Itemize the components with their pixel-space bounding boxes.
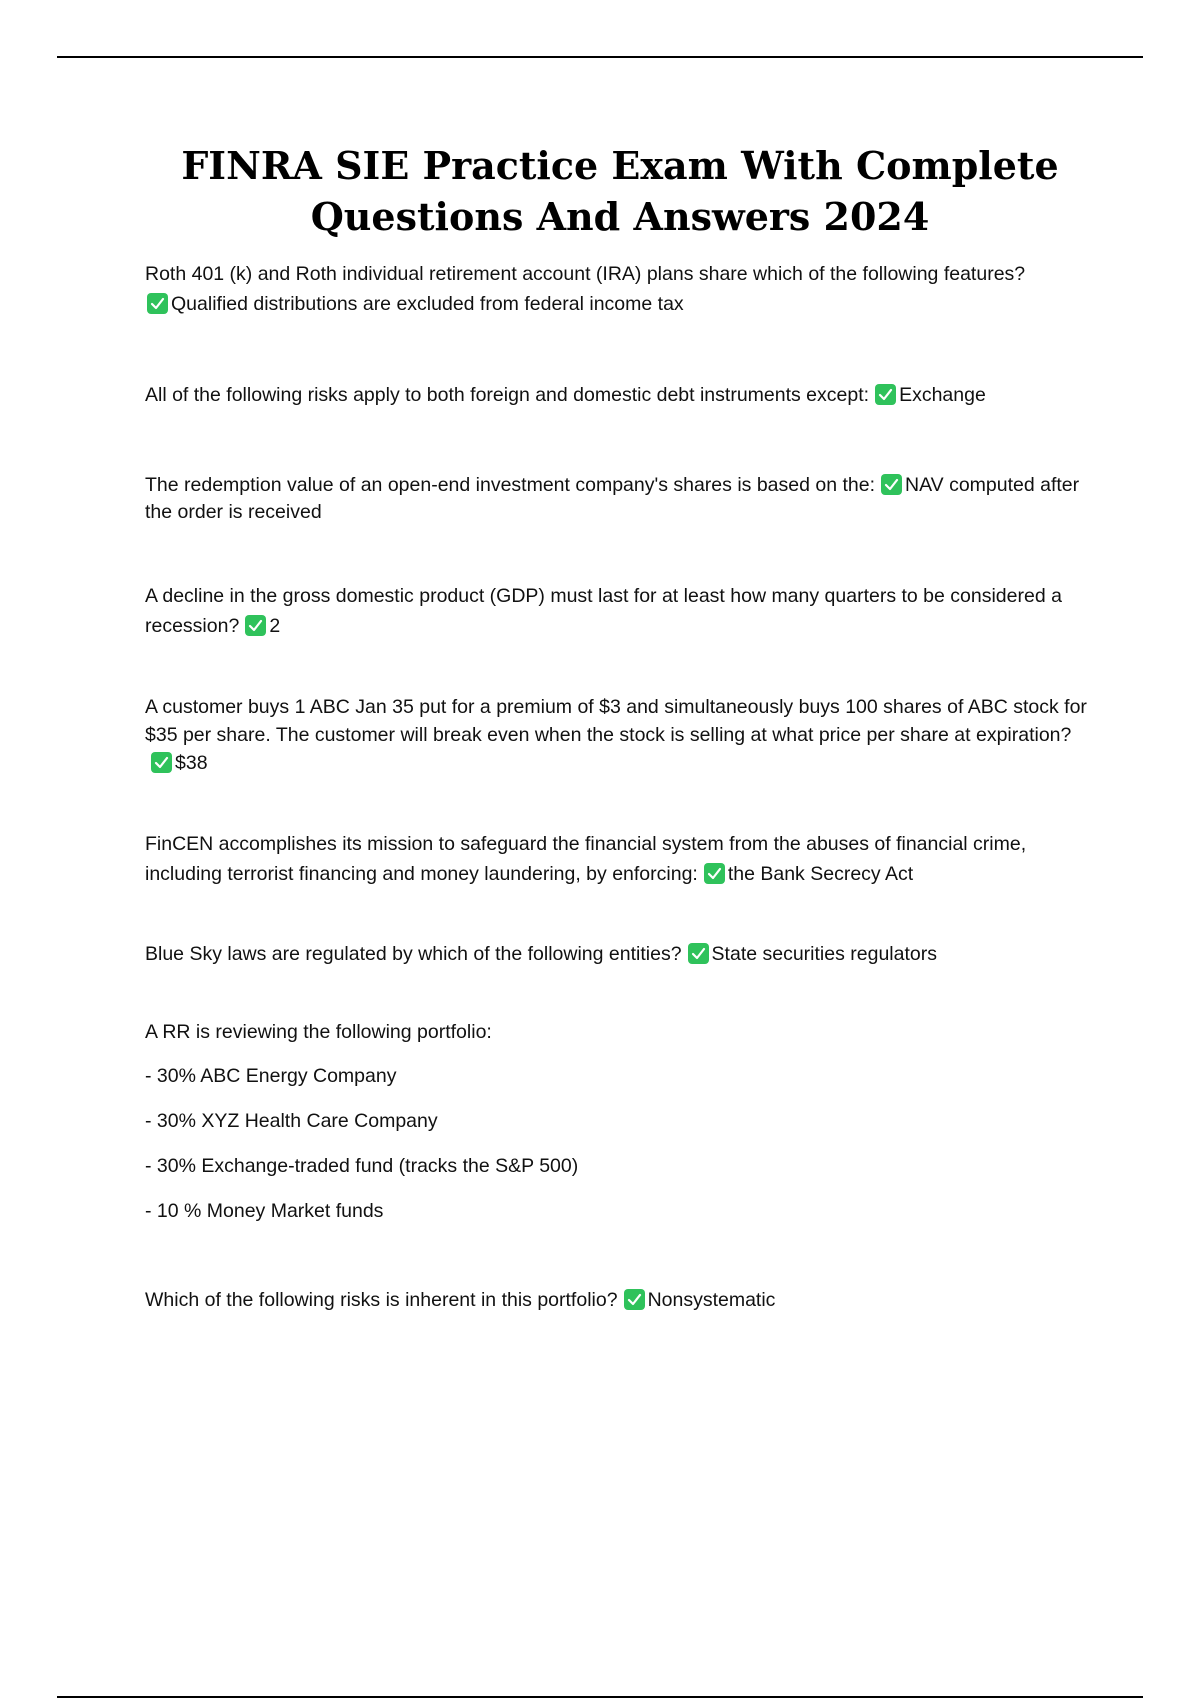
list-item: - 30% XYZ Health Care Company bbox=[145, 1110, 438, 1132]
question-item bbox=[145, 581, 1090, 641]
check-mark-icon bbox=[245, 615, 266, 636]
answer-text: $38 bbox=[175, 752, 208, 774]
question-text: Roth 401 (k) and Roth individual retirement account (IRA) plans share which of the following features? bbox=[145, 263, 1026, 285]
question-text: A decline in the gross domestic product (GDP) must last for at least how many quarters to be considered a recession? bbox=[145, 585, 1062, 637]
question-text: The redemption value of an open-end investment company's shares is based on the: bbox=[145, 474, 875, 496]
question-text: FinCEN accomplishes its mission to safeguard the financial system from the abuses of financial crime, including terrorist financing and money laundering, by enforcing: bbox=[145, 833, 1027, 885]
question-text: All of the following risks apply to both foreign and domestic debt instruments except: bbox=[145, 384, 870, 406]
question-text: Blue Sky laws are regulated by which of the following entities? bbox=[145, 943, 682, 965]
question-item bbox=[145, 829, 1090, 889]
list-item: - 30% ABC Energy Company bbox=[145, 1065, 397, 1087]
check-mark-icon bbox=[875, 384, 896, 405]
check-mark-icon bbox=[704, 863, 725, 884]
answer-text: NAV computed after the order is received bbox=[145, 474, 1080, 523]
list-item: - 10 % Money Market funds bbox=[145, 1200, 384, 1222]
question-item bbox=[145, 693, 1090, 777]
list-item: - 30% Exchange-traded fund (tracks the S&P 500) bbox=[145, 1155, 579, 1177]
check-mark-icon bbox=[688, 943, 709, 964]
document-body bbox=[145, 259, 1090, 1315]
bottom-rule bbox=[57, 1696, 1143, 1698]
question-item bbox=[145, 472, 1090, 526]
question-item bbox=[145, 380, 1090, 410]
answer-text: 2 bbox=[269, 615, 281, 637]
portfolio-intro: A RR is reviewing the following portfolio: bbox=[145, 1021, 492, 1043]
answer-text: State securities regulators bbox=[711, 943, 937, 965]
page-title: FINRA SIE Practice Exam With Complete Questions And Answers 2024 bbox=[181, 143, 1059, 239]
question-text: A customer buys 1 ABC Jan 35 put for a premium of $3 and simultaneously buys 100 shares of ABC stock for $35 per share. The customer will break even when the stock is selling at what price per share at expiration? bbox=[145, 696, 1087, 746]
question-item bbox=[145, 939, 1090, 969]
answer-text: the Bank Secrecy Act bbox=[727, 863, 914, 885]
answer-text: Qualified distributions are excluded from federal income tax bbox=[171, 293, 684, 315]
question-item bbox=[145, 259, 1090, 319]
check-mark-icon bbox=[147, 293, 168, 314]
check-mark-icon bbox=[624, 1289, 645, 1310]
answer-text: Nonsystematic bbox=[647, 1289, 776, 1311]
top-rule bbox=[57, 56, 1143, 58]
portfolio-list bbox=[145, 1061, 1090, 1226]
check-mark-icon bbox=[881, 474, 902, 495]
check-mark-icon bbox=[151, 752, 172, 773]
answer-text: Exchange bbox=[899, 384, 986, 406]
question-item bbox=[145, 1285, 1090, 1315]
question-text: Which of the following risks is inherent in this portfolio? bbox=[145, 1289, 618, 1311]
